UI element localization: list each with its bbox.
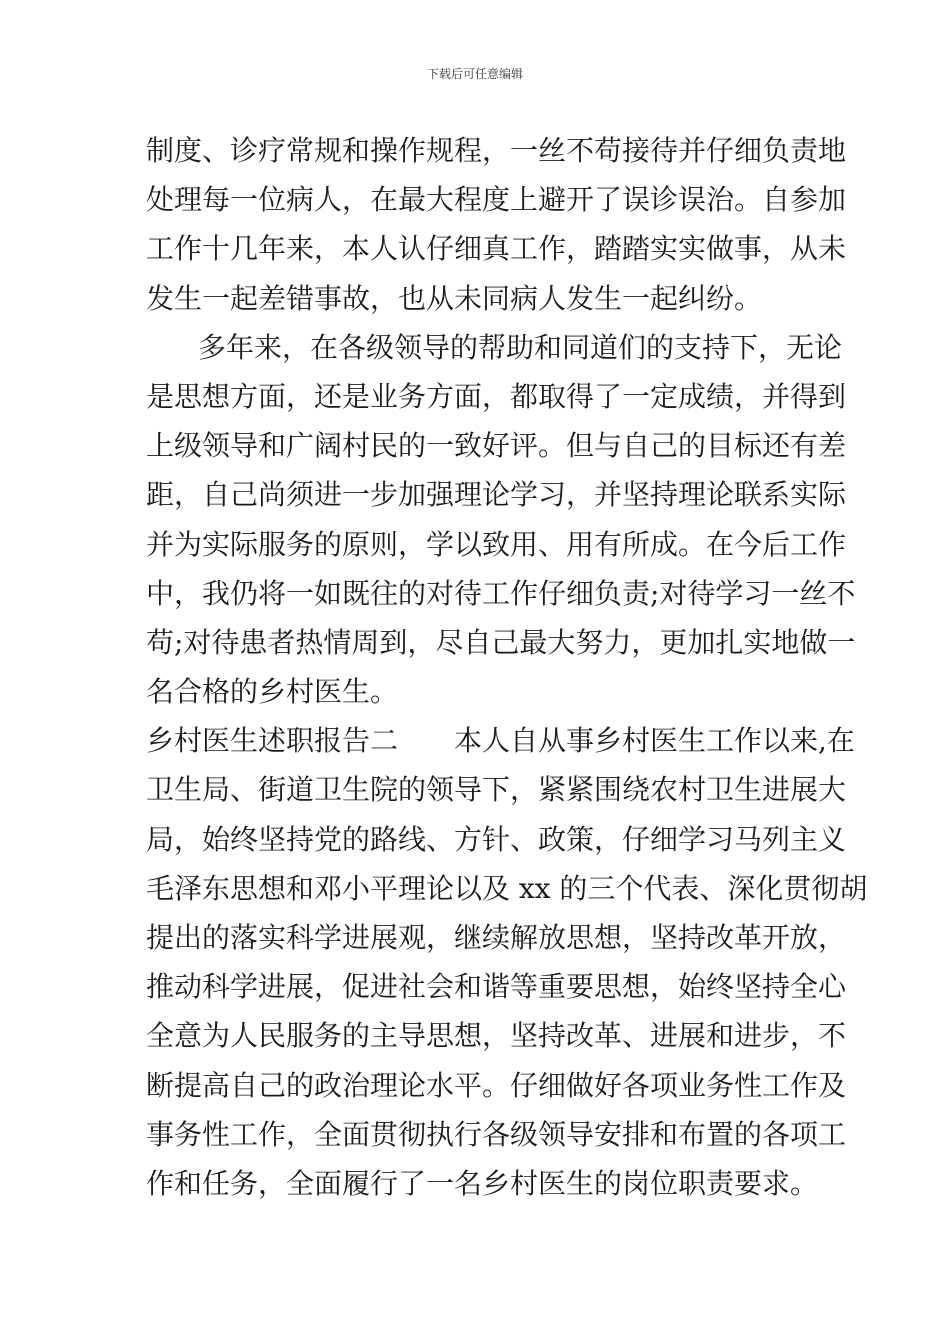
- text-line: 是思想方面，还是业务方面，都取得了一定成绩，并得到: [146, 379, 847, 413]
- text-line: 并为实际服务的原则，学以致用、用有所成。在今后工作: [146, 527, 847, 561]
- text-line: 局，始终坚持党的路线、方针、政策，仔细学习马列主义: [146, 822, 847, 856]
- text-line: 处理每一位病人，在最大程度上避开了误诊误治。自参加: [146, 183, 847, 217]
- text-line: 名合格的乡村医生。: [146, 675, 399, 709]
- text-line: 制度、诊疗常规和操作规程，一丝不苟接待并仔细负责地: [146, 134, 847, 167]
- text-line: 卫生局、街道卫生院的领导下，紧紧围绕农村卫生进展大: [146, 773, 847, 807]
- text-line: 断提高自己的政治理论水平。仔细做好各项业务性工作及: [146, 1068, 847, 1102]
- text-line: 作和任务，全面履行了一名乡村医生的岗位职责要求。: [146, 1166, 819, 1200]
- text-line: 全意为人民服务的主导思想，坚持改革、进展和进步，不: [146, 1019, 847, 1053]
- document-body: [146, 126, 868, 1208]
- text-line: 毛泽东思想和邓小平理论以及 xx 的三个代表、深化贯彻胡: [146, 871, 868, 905]
- page-header: 下载后可任意编辑: [426, 67, 523, 81]
- text-line: 发生一起差错事故，也从未同病人发生一起纠纷。: [146, 281, 763, 315]
- text-line: 推动科学进展，促进社会和谐等重要思想，始终坚持全心: [146, 970, 847, 1004]
- text-line: 工作十几年来，本人认仔细真工作，踏踏实实做事，从未: [146, 232, 847, 266]
- text-line: 事务性工作，全面贯彻执行各级领导安排和布置的各项工: [146, 1117, 847, 1151]
- text-line: 提出的落实科学进展观，继续解放思想，坚持改革开放，: [146, 921, 847, 954]
- section-heading-line: 乡村医生述职报告二 本人自从事乡村医生工作以来,在: [146, 724, 855, 758]
- paragraph-first-line: 多年来，在各级领导的帮助和同道们的支持下，无论: [198, 330, 843, 364]
- text-line: 上级领导和广阔村民的一致好评。但与自己的目标还有差: [146, 429, 847, 463]
- text-line: 苟;对待患者热情周到，尽自己最大努力，更加扎实地做一: [146, 625, 856, 659]
- text-line: 距，自己尚须进一步加强理论学习，并坚持理论联系实际: [146, 478, 847, 512]
- text-line: 中，我仍将一如既往的对待工作仔细负责;对待学习一丝不: [146, 576, 856, 610]
